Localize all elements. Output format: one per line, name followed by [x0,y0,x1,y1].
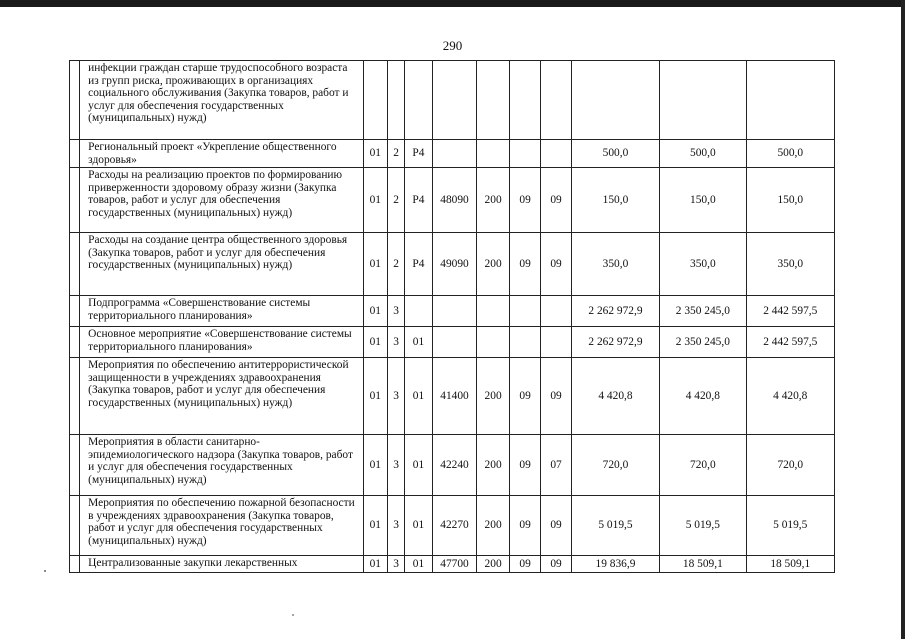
row-name: Мероприятия по обеспечению пожарной безопасности в учреждениях здравоохранения (Закупка товаров, работ и услуг для обеспечения государственных (муниципальных) нужд) [80,496,363,556]
margin-cell [70,296,80,327]
code-section [509,327,540,358]
margin-cell [70,556,80,573]
margin-cell [70,233,80,296]
code-expense-type: 200 [477,168,510,233]
table-row [70,496,835,556]
table-row [70,61,835,140]
code-expense-type [477,61,510,140]
code-program: 01 [363,358,387,435]
code-direction: 42240 [432,435,477,496]
table-row [70,327,835,358]
margin-cell [70,358,80,435]
code-activity: P4 [405,168,432,233]
code-program: 01 [363,168,387,233]
amount-year-2: 18 509,1 [660,556,746,573]
code-expense-type: 200 [477,496,510,556]
code-program: 01 [363,233,387,296]
budget-table [69,60,835,573]
row-name: Расходы на создание центра общественного здоровья (Закупка товаров, работ и услуг для обеспечения государственных (муниципальных) нужд) [80,233,363,296]
page-number: 290 [442,38,463,53]
amount-year-1: 500,0 [571,140,659,168]
code-section: 09 [509,496,540,556]
amount-year-3: 18 509,1 [746,556,834,573]
row-name: Расходы на реализацию проектов по формированию приверженности здоровому образу жизни (Закупка товаров, работ и услуг для обеспечения государственных (муниципальных) нужд) [80,168,363,233]
code-activity [405,61,432,140]
code-subprogram: 3 [387,296,404,327]
code-subsection [541,61,571,140]
amount-year-1: 720,0 [571,435,659,496]
code-direction: 49090 [432,233,477,296]
margin-cell [70,168,80,233]
code-subprogram: 2 [387,233,404,296]
margin-cell [70,496,80,556]
amount-year-1: 2 262 972,9 [571,296,659,327]
code-subprogram: 3 [387,556,404,573]
code-direction: 47700 [432,556,477,573]
table-row [70,140,835,168]
table-row [70,358,835,435]
table-row [70,168,835,233]
row-name: Основное мероприятие «Совершенствование системы территориального планирования» [80,327,363,358]
code-expense-type [477,327,510,358]
code-subprogram: 2 [387,140,404,168]
code-subsection [541,327,571,358]
code-activity: 01 [405,327,432,358]
code-subsection: 07 [541,435,571,496]
table-row [70,556,835,573]
amount-year-3 [746,61,834,140]
row-name: Региональный проект «Укрепление общественного здоровья» [80,140,363,168]
scan-edge-top [0,0,905,7]
code-subprogram: 3 [387,358,404,435]
amount-year-2: 500,0 [660,140,746,168]
code-section [509,61,540,140]
code-expense-type [477,296,510,327]
amount-year-2: 350,0 [660,233,746,296]
amount-year-2: 4 420,8 [660,358,746,435]
amount-year-3: 500,0 [746,140,834,168]
code-subsection [541,140,571,168]
row-name: Централизованные закупки лекарственных [80,556,363,573]
amount-year-1: 2 262 972,9 [571,327,659,358]
amount-year-2: 2 350 245,0 [660,296,746,327]
code-subsection: 09 [541,556,571,573]
code-subsection: 09 [541,233,571,296]
code-expense-type: 200 [477,556,510,573]
code-activity [405,296,432,327]
amount-year-3: 720,0 [746,435,834,496]
amount-year-3: 150,0 [746,168,834,233]
amount-year-3: 2 442 597,5 [746,327,834,358]
code-subprogram: 3 [387,496,404,556]
code-subsection: 09 [541,496,571,556]
code-section: 09 [509,168,540,233]
margin-cell [70,140,80,168]
code-program: 01 [363,496,387,556]
table-row [70,233,835,296]
code-direction [432,327,477,358]
code-program: 01 [363,140,387,168]
scan-speck [44,570,46,572]
code-subsection [541,296,571,327]
code-section: 09 [509,435,540,496]
code-subprogram: 3 [387,327,404,358]
code-expense-type [477,140,510,168]
code-activity: 01 [405,496,432,556]
code-section [509,296,540,327]
row-name: инфекции граждан старше трудоспособного возраста из групп риска, проживающих в организациях социального обслуживания (Закупка товаров, работ и услуг для обеспечения государственных (муниципальных) нужд) [80,61,363,140]
code-direction: 41400 [432,358,477,435]
amount-year-2: 720,0 [660,435,746,496]
code-activity: 01 [405,556,432,573]
code-section: 09 [509,358,540,435]
code-expense-type: 200 [477,435,510,496]
code-section: 09 [509,556,540,573]
code-subsection: 09 [541,358,571,435]
row-name: Мероприятия в области санитарно-эпидемиологического надзора (Закупка товаров, работ и услуг для обеспечения государственных (муниципальных) нужд) [80,435,363,496]
margin-cell [70,435,80,496]
margin-cell [70,61,80,140]
amount-year-1: 5 019,5 [571,496,659,556]
amount-year-1: 19 836,9 [571,556,659,573]
code-direction: 48090 [432,168,477,233]
code-program: 01 [363,327,387,358]
code-program: 01 [363,556,387,573]
code-activity: 01 [405,435,432,496]
code-program: 01 [363,296,387,327]
amount-year-3: 2 442 597,5 [746,296,834,327]
code-direction [432,140,477,168]
code-section: 09 [509,233,540,296]
row-name: Мероприятия по обеспечению антитеррористической защищенности в учреждениях здравоохранения (Закупка товаров, работ и услуг для обеспечения государственных (муниципальных) нужд) [80,358,363,435]
code-direction [432,296,477,327]
amount-year-3: 5 019,5 [746,496,834,556]
code-program: 01 [363,435,387,496]
amount-year-1: 4 420,8 [571,358,659,435]
scan-speck [292,614,294,616]
amount-year-1: 150,0 [571,168,659,233]
amount-year-2: 5 019,5 [660,496,746,556]
code-expense-type: 200 [477,233,510,296]
code-activity: P4 [405,233,432,296]
table-row [70,435,835,496]
scan-edge-right [901,0,905,639]
code-activity: P4 [405,140,432,168]
code-section [509,140,540,168]
code-subsection: 09 [541,168,571,233]
amount-year-2: 2 350 245,0 [660,327,746,358]
code-subprogram: 2 [387,168,404,233]
amount-year-3: 350,0 [746,233,834,296]
code-direction: 42270 [432,496,477,556]
code-subprogram [387,61,404,140]
amount-year-2 [660,61,746,140]
code-subprogram: 3 [387,435,404,496]
amount-year-3: 4 420,8 [746,358,834,435]
margin-cell [70,327,80,358]
code-program [363,61,387,140]
table-row [70,296,835,327]
code-activity: 01 [405,358,432,435]
code-expense-type: 200 [477,358,510,435]
code-direction [432,61,477,140]
row-name: Подпрограмма «Совершенствование системы территориального планирования» [80,296,363,327]
amount-year-1: 350,0 [571,233,659,296]
amount-year-1 [571,61,659,140]
amount-year-2: 150,0 [660,168,746,233]
